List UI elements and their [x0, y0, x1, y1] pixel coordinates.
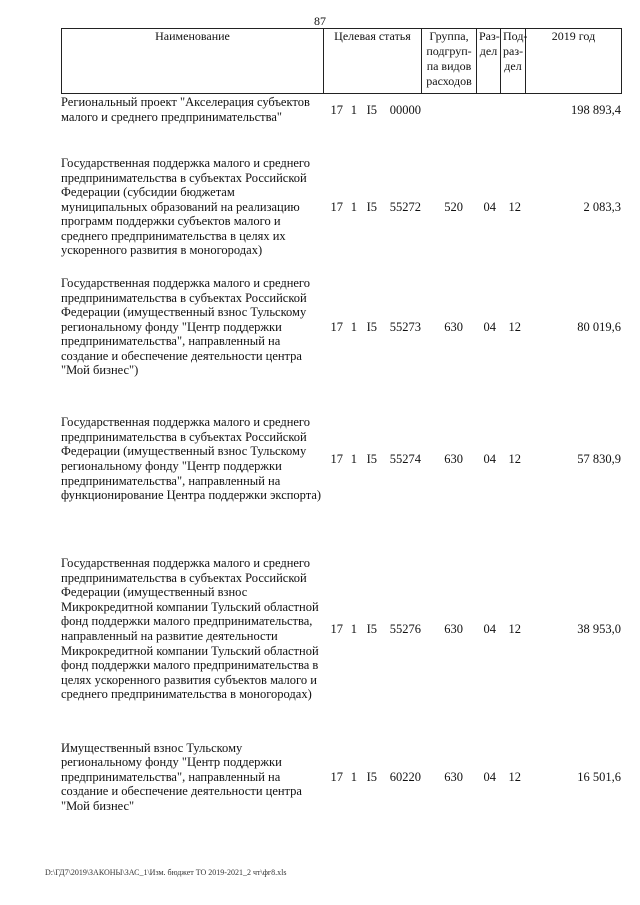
code-subprogram: 1	[350, 451, 357, 466]
code-subprogram: 1	[350, 199, 357, 214]
cell-amount: 198 893,4	[571, 102, 621, 117]
row-name: Государственная поддержка малого и среднего предпринимательства в субъектах Российской Федерации (субсидии бюджетам муниципальных образований на реализацию программ поддержки субъектов малого и среднего предпринимательства в целях их ускоренного развития в моногородах)	[61, 155, 310, 258]
code-project: I5	[366, 451, 377, 466]
code-project: I5	[366, 102, 377, 117]
cell-group: 630	[444, 319, 463, 334]
header-section: Раз- дел	[477, 29, 501, 94]
cell-amount: 38 953,0	[577, 621, 621, 636]
table-row	[61, 738, 621, 816]
cell-group: 630	[444, 621, 463, 636]
header-year: 2019 год	[526, 29, 622, 94]
code-direction: 55273	[389, 319, 421, 334]
cell-amount: 57 830,9	[577, 451, 621, 466]
row-name: Региональный проект "Акселерация субъектов малого и среднего предпринимательства"	[61, 95, 310, 124]
code-direction: 55276	[389, 621, 421, 636]
code-direction: 55272	[389, 199, 421, 214]
code-subprogram: 1	[350, 769, 357, 784]
code-subprogram: 1	[350, 319, 357, 334]
cell-section: 04	[483, 199, 496, 214]
cell-section: 04	[483, 621, 496, 636]
code-project: I5	[366, 319, 377, 334]
page-number: 87	[314, 14, 326, 28]
cell-group: 520	[444, 199, 463, 214]
cell-subsection: 12	[508, 621, 521, 636]
table-row	[61, 400, 621, 518]
row-name: Имущественный взнос Тульскому региональному фонду "Центр поддержки предпринимательства", направленный на создание и обеспечение деятельности центра "Мой бизнес"	[61, 740, 302, 813]
row-name: Государственная поддержка малого и среднего предпринимательства в субъектах Российской Федерации (имущественный взнос Микрокредитной компании Тульский областной фонд поддержки малого предпринимательства, направленный на развитие деятельности Микрокредитной компании Тульский областной фонд поддержки малого предпринимательства в целях ускоренного развития субъектов малого и среднего предпринимательства в моногородах)	[61, 556, 319, 702]
header-group: Группа, подгруп- па видов расходов	[422, 29, 477, 94]
code-program: 17	[330, 102, 343, 117]
code-project: I5	[366, 199, 377, 214]
code-direction: 55274	[389, 451, 421, 466]
header-subsection: Под- раз- дел	[501, 29, 526, 94]
code-project: I5	[366, 769, 377, 784]
code-program: 17	[330, 319, 343, 334]
code-subprogram: 1	[350, 621, 357, 636]
table-row	[61, 532, 621, 726]
code-direction: 60220	[389, 769, 421, 784]
code-project: I5	[366, 621, 377, 636]
cell-subsection: 12	[508, 451, 521, 466]
cell-subsection: 12	[508, 769, 521, 784]
table-row	[61, 94, 621, 126]
code-program: 17	[330, 621, 343, 636]
code-subprogram: 1	[350, 102, 357, 117]
cell-amount: 2 083,3	[583, 199, 621, 214]
cell-amount: 16 501,6	[577, 769, 621, 784]
cell-subsection: 12	[508, 319, 521, 334]
header-target-article: Целевая статья	[324, 29, 422, 94]
cell-group: 630	[444, 451, 463, 466]
file-path-footer: D:\ГД7\2019\ЗАКОНЫ\ЗАС_1\Изм. бюджет ТО 2019-2021_2 чт\фг8.xls	[45, 868, 287, 877]
table-row	[61, 140, 621, 274]
cell-group: 630	[444, 769, 463, 784]
row-name: Государственная поддержка малого и среднего предпринимательства в субъектах Российской Федерации (имущественный взнос Тульскому региональному фонду "Центр поддержки предпринимательства", направленный на создание и обеспечение деятельности центра "Мой бизнес")	[61, 275, 310, 378]
cell-subsection: 12	[508, 199, 521, 214]
code-direction: 00000	[389, 102, 421, 117]
cell-amount: 80 019,6	[577, 319, 621, 334]
code-program: 17	[330, 199, 343, 214]
cell-section: 04	[483, 451, 496, 466]
table-row	[61, 268, 621, 386]
cell-section: 04	[483, 769, 496, 784]
table-header	[61, 28, 622, 94]
code-program: 17	[330, 769, 343, 784]
header-name: Наименование	[62, 29, 324, 94]
row-name: Государственная поддержка малого и среднего предпринимательства в субъектах Российской Федерации (имущественный взнос Тульскому региональному фонду "Центр поддержки предпринимательства", направленный на функционирование Центра поддержки экспорта)	[61, 415, 322, 503]
cell-section: 04	[483, 319, 496, 334]
code-program: 17	[330, 451, 343, 466]
